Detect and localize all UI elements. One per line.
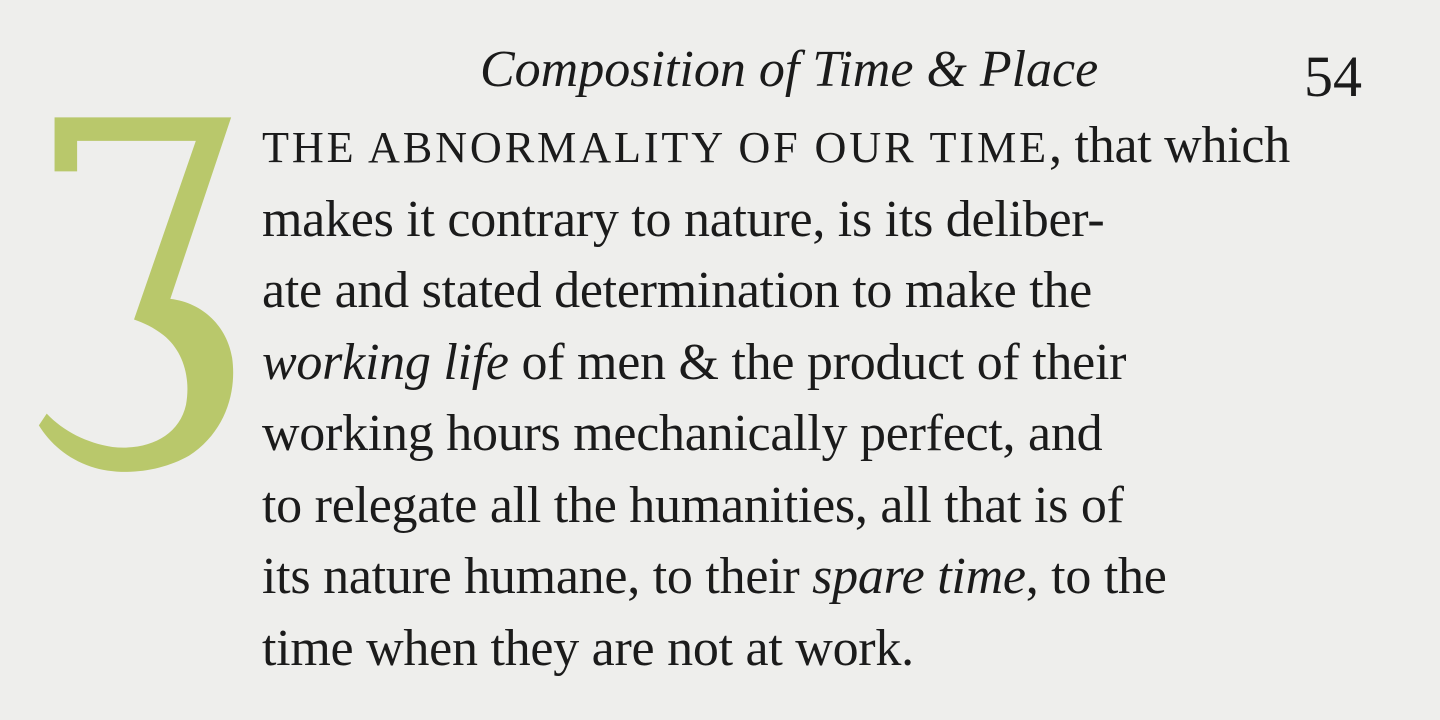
body-text-segment: to relegate all the humanities, all that is of	[262, 476, 1124, 534]
body-line	[262, 541, 1392, 613]
body-text-segment: makes it contrary to nature, is its deliber-	[262, 190, 1105, 248]
page-number: 54	[1304, 44, 1362, 109]
body-line	[262, 184, 1392, 256]
body-text-segment: ate and stated determination to make the	[262, 262, 1092, 319]
body-text-segment: time when they are not at work.	[262, 619, 914, 677]
body-text-segment: , that which	[1049, 117, 1290, 174]
body-paragraph	[262, 110, 1392, 684]
italic-text: spare time	[812, 548, 1026, 605]
body-text-segment: working hours mechanically perfect, and	[262, 405, 1103, 462]
body-text-segment: its nature humane, to their	[262, 548, 813, 605]
body-line	[262, 613, 1392, 685]
body-line	[262, 110, 1392, 184]
body-line	[262, 470, 1392, 542]
italic-text: working life	[262, 333, 509, 391]
smallcaps-text: THE ABNORMALITY OF OUR TIME	[262, 123, 1050, 172]
numeral-3-glyph	[39, 117, 233, 472]
body-text-segment: , to the	[1025, 548, 1167, 605]
body-line	[262, 255, 1392, 327]
body-text-segment: of men & the product of their	[508, 333, 1127, 391]
body-line	[262, 327, 1392, 399]
body-line	[262, 398, 1392, 470]
chapter-numeral-3	[32, 102, 238, 480]
running-head-title: Composition of Time & Place	[480, 41, 1099, 98]
